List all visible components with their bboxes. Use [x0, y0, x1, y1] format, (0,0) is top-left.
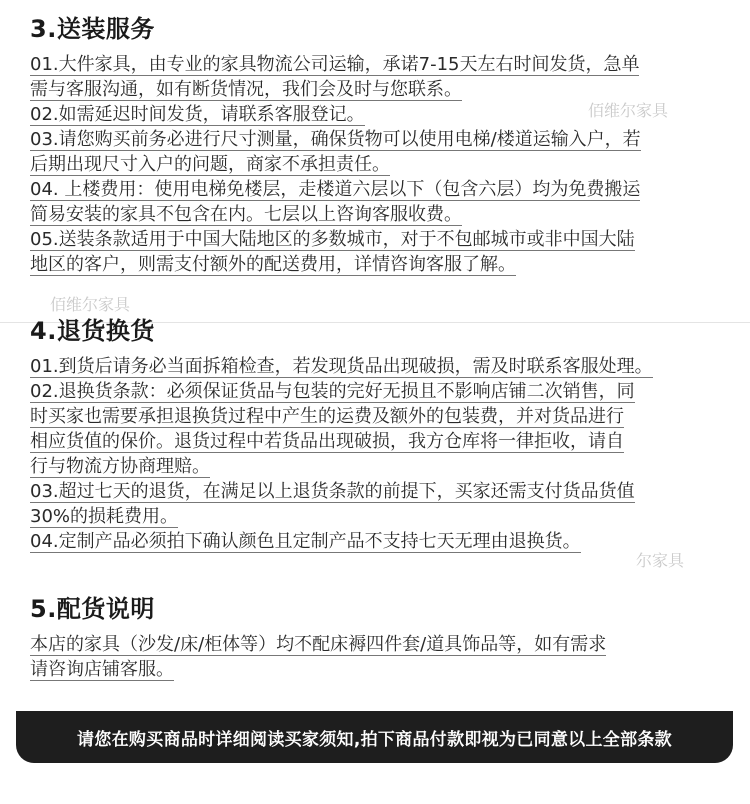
watermark: 佰维尔家具 [588, 101, 669, 120]
returns-section [30, 316, 730, 554]
delivery-line: 02.如需延迟时间发货，请联系客服登记。 [30, 104, 365, 125]
delivery-line: 04. 上楼费用：使用电梯免楼层，走楼道六层以下（包含六层）均为免费搬运 [30, 179, 641, 200]
returns-line: 行与物流方协商理赔。 [30, 456, 210, 477]
delivery-line: 地区的客户，则需支付额外的配送费用，详情咨询客服了解。 [30, 254, 516, 275]
delivery-heading: 3.送装服务 [30, 15, 155, 43]
delivery-section [30, 14, 730, 277]
terms-notice-bar [16, 711, 733, 763]
watermark: 尔家具 [636, 551, 685, 570]
accessories-section [30, 594, 730, 682]
returns-line: 30%的损耗费用。 [30, 506, 179, 527]
returns-line: 01.到货后请务必当面拆箱检查，若发现货品出现破损，需及时联系客服处理。 [30, 356, 653, 377]
watermark: 佰维尔家具 [50, 295, 131, 314]
accessories-heading: 5.配货说明 [30, 595, 155, 623]
delivery-line: 简易安装的家具不包含在内。七层以上咨询客服收费。 [30, 204, 462, 225]
returns-line: 04.定制产品必须拍下确认颜色且定制产品不支持七天无理由退换货。 [30, 531, 581, 552]
terms-notice-text: 请您在购买商品时详细阅读买家须知,拍下商品付款即视为已同意以上全部条款 [77, 729, 672, 750]
returns-line: 03.超过七天的退货，在满足以上退货条款的前提下，买家还需支付货品货值 [30, 481, 635, 502]
delivery-line: 05.送装条款适用于中国大陆地区的多数城市，对于不包邮城市或非中国大陆 [30, 229, 635, 250]
accessories-line: 请咨询店铺客服。 [30, 659, 174, 680]
accessories-line: 本店的家具（沙发/床/柜体等）均不配床褥四件套/道具饰品等，如有需求 [30, 634, 607, 655]
returns-line: 相应货值的保价。退货过程中若货品出现破损，我方仓库将一律拒收，请自 [30, 431, 624, 452]
delivery-line: 03.请您购买前务必进行尺寸测量，确保货物可以使用电梯/楼道运输入户，若 [30, 129, 641, 150]
delivery-line: 后期出现尺寸入户的问题，商家不承担责任。 [30, 154, 390, 175]
returns-heading: 4.退货换货 [30, 317, 155, 345]
delivery-line: 需与客服沟通，如有断货情况，我们会及时与您联系。 [30, 79, 462, 100]
bottom-blank [0, 763, 750, 804]
delivery-line: 01.大件家具，由专业的家具物流公司运输，承诺7-15天左右时间发货，急单 [30, 54, 640, 75]
returns-line: 时买家也需要承担退换货过程中产生的运费及额外的包装费，并对货品进行 [30, 406, 624, 427]
returns-line: 02.退换货条款：必须保证货品与包装的完好无损且不影响店铺二次销售，同 [30, 381, 635, 402]
